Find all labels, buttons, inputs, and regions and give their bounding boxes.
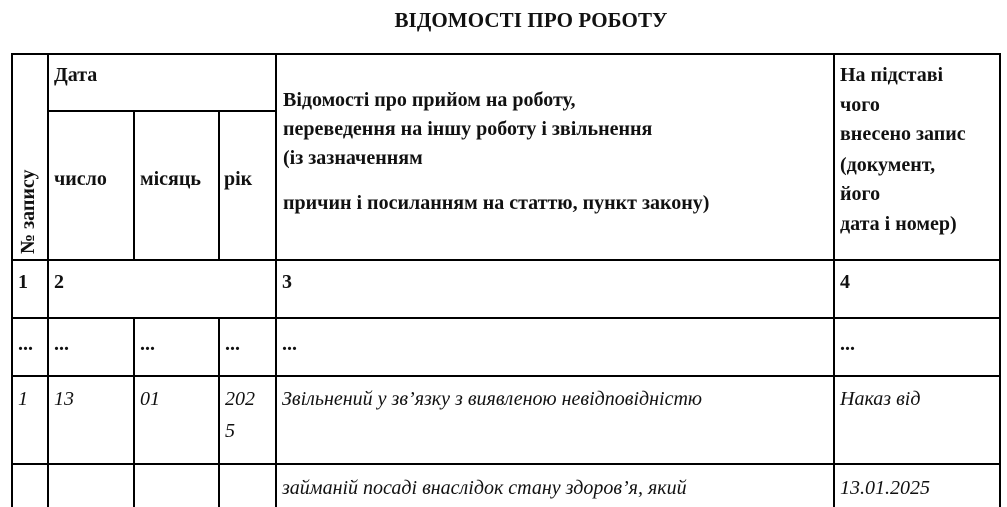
- header-basis-line-5: його: [840, 183, 881, 205]
- record-number: 1: [18, 388, 28, 410]
- col-day-divider: [133, 110, 135, 260]
- header-info-line-3: (із зазначенням: [283, 147, 423, 169]
- column-number-row-divider: [11, 317, 1001, 319]
- column-number-4: 4: [840, 271, 850, 293]
- header-info-line-2: переведення на іншу роботу і звільнення: [283, 118, 653, 140]
- header-record-number: № запису: [17, 169, 39, 254]
- header-year: рік: [224, 168, 253, 190]
- record-day: 13: [54, 388, 74, 410]
- column-number-1: 1: [18, 271, 28, 293]
- header-month: місяць: [140, 168, 201, 190]
- header-basis-line-2: чого: [840, 94, 880, 116]
- header-info-line-1: Відомості про прийом на роботу,: [283, 89, 576, 111]
- record-basis-date: 13.01.2025: [840, 477, 930, 499]
- ellipsis-row-divider: [11, 375, 1001, 377]
- header-info-line-4: причин і посиланням на статтю, пункт закону): [283, 192, 710, 214]
- record-year-line-1: 202: [225, 388, 255, 410]
- record-basis: Наказ від: [840, 388, 921, 410]
- record-info: Звільнений у зв’язку з виявленою невідповідністю: [282, 388, 703, 410]
- record-month: 01: [140, 388, 160, 410]
- table-border-top: [11, 53, 1001, 55]
- header-basis-line-6: дата і номер): [840, 213, 957, 235]
- ellipsis-day: ...: [54, 333, 69, 355]
- ellipsis-info: ...: [282, 333, 297, 355]
- column-number-3: 3: [282, 271, 292, 293]
- col-month-divider: [218, 110, 220, 260]
- table-border-right: [999, 53, 1001, 507]
- header-date: Дата: [54, 64, 98, 86]
- ellipsis-year: ...: [225, 333, 240, 355]
- ellipsis-month: ...: [140, 333, 155, 355]
- date-subheader-divider: [47, 110, 276, 112]
- col-month-divider-lower: [218, 317, 220, 507]
- col-basis-divider: [833, 53, 835, 507]
- table-border-left: [11, 53, 13, 507]
- col-info-divider: [275, 53, 277, 507]
- ellipsis-record: ...: [18, 333, 33, 355]
- page-title: ВІДОМОСТІ ПРО РОБОТУ: [394, 8, 668, 32]
- col-day-divider-lower: [133, 317, 135, 507]
- col-record-divider: [47, 53, 49, 507]
- record-info-continuation: займаній посаді внаслідок стану здоров’я, який: [282, 477, 687, 499]
- header-day: число: [54, 168, 107, 190]
- column-number-2: 2: [54, 271, 64, 293]
- header-basis-line-1: На підставі: [840, 64, 944, 86]
- ellipsis-basis: ...: [840, 333, 855, 355]
- header-basis-line-3: внесено запис: [840, 123, 966, 145]
- record-row-divider: [11, 463, 1001, 465]
- header-basis-line-4: (документ,: [840, 154, 936, 176]
- header-bottom-divider: [11, 259, 1001, 261]
- record-year-line-2: 5: [225, 420, 235, 442]
